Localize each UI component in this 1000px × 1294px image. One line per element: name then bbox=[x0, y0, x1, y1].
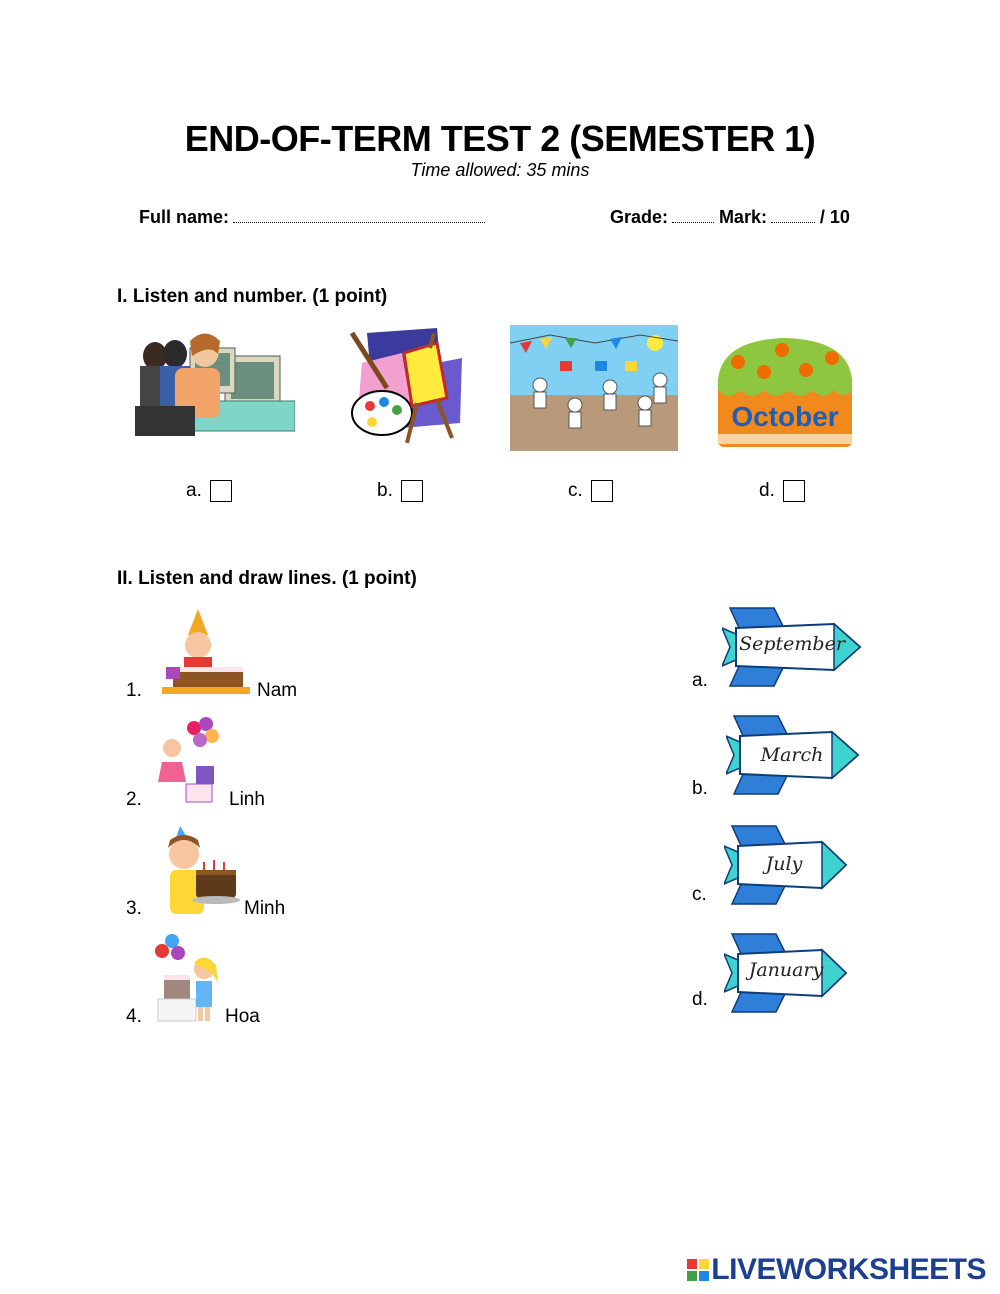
computer-class-picture bbox=[130, 326, 295, 446]
month-a-letter: a. bbox=[692, 670, 708, 691]
option-c bbox=[568, 480, 613, 502]
time-allowed: Time allowed: 35 mins bbox=[410, 160, 590, 180]
answer-box-a[interactable] bbox=[210, 480, 232, 502]
rocket-july bbox=[724, 824, 848, 906]
grade-mark-row bbox=[610, 207, 850, 228]
person-1-name: Nam bbox=[257, 680, 298, 701]
section2-heading: II. Listen and draw lines. (1 point) bbox=[117, 568, 417, 589]
rocket-july-label: July bbox=[765, 853, 803, 875]
option-c-letter: c. bbox=[568, 480, 583, 502]
rocket-september bbox=[722, 606, 862, 688]
linh-birthday-picture bbox=[156, 716, 222, 806]
rocket-march-label: March bbox=[760, 744, 824, 766]
full-name-label: Full name: bbox=[139, 207, 230, 227]
mark-total: / 10 bbox=[819, 207, 850, 227]
mark-label: Mark: bbox=[718, 207, 767, 227]
person-2-name: Linh bbox=[229, 789, 265, 810]
hoa-birthday-picture bbox=[152, 933, 222, 1025]
option-d bbox=[759, 480, 805, 502]
full-name-field[interactable] bbox=[233, 210, 485, 223]
person-3-name: Minh bbox=[244, 898, 286, 919]
option-b-letter: b. bbox=[377, 480, 393, 502]
liveworksheets-logo bbox=[687, 1253, 986, 1287]
liveworksheets-logo-text: LIVEWORKSHEETS bbox=[711, 1253, 986, 1286]
month-d-letter: d. bbox=[692, 989, 708, 1010]
option-d-letter: d. bbox=[759, 480, 775, 502]
liveworksheets-logo-icon bbox=[687, 1259, 711, 1281]
rocket-january bbox=[724, 932, 848, 1014]
october-cake-label: October bbox=[731, 401, 839, 432]
painting-palette-picture bbox=[342, 328, 467, 446]
october-cake-picture bbox=[714, 330, 856, 448]
month-b-letter: b. bbox=[692, 778, 708, 799]
minh-birthday-picture bbox=[158, 826, 240, 916]
mark-field[interactable] bbox=[771, 210, 815, 223]
option-a-letter: a. bbox=[186, 480, 202, 502]
person-4-name: Hoa bbox=[225, 1006, 260, 1027]
rocket-september-label: September bbox=[739, 633, 845, 655]
option-b bbox=[377, 480, 423, 502]
person-4-number: 4. bbox=[126, 1006, 142, 1027]
grade-field[interactable] bbox=[672, 210, 714, 223]
person-2-number: 2. bbox=[126, 789, 142, 810]
month-c-letter: c. bbox=[692, 884, 707, 905]
page-title: END-OF-TERM TEST 2 (SEMESTER 1) bbox=[184, 118, 816, 159]
person-1-number: 1. bbox=[126, 680, 142, 701]
answer-box-b[interactable] bbox=[401, 480, 423, 502]
rocket-march bbox=[726, 714, 860, 796]
section1-heading: I. Listen and number. (1 point) bbox=[117, 286, 388, 307]
nam-birthday-picture bbox=[158, 607, 250, 697]
rocket-january-label: January bbox=[748, 959, 824, 981]
answer-box-d[interactable] bbox=[783, 480, 805, 502]
sports-day-picture bbox=[510, 325, 678, 451]
option-a bbox=[186, 480, 232, 502]
full-name-row bbox=[139, 207, 485, 228]
grade-label: Grade: bbox=[610, 207, 669, 227]
person-3-number: 3. bbox=[126, 898, 142, 919]
answer-box-c[interactable] bbox=[591, 480, 613, 502]
